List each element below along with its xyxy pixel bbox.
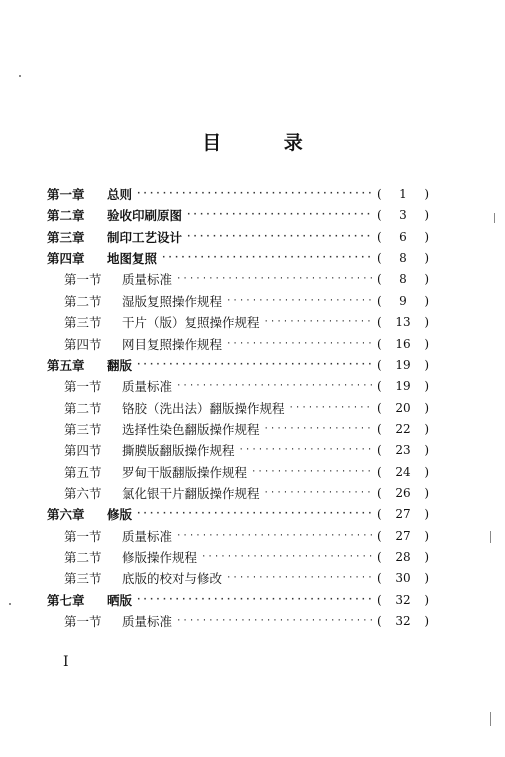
page-reference: [377, 443, 429, 457]
paren-open: (: [377, 550, 382, 564]
paren-close: ): [424, 614, 429, 628]
page-number: 22: [395, 421, 411, 436]
chapter-number: 第三章: [47, 229, 85, 245]
scan-speck: [494, 213, 495, 223]
scan-speck: [490, 712, 491, 726]
section-number: 第三节: [64, 315, 102, 331]
toc-entry: [47, 227, 429, 247]
dot-leader: [264, 488, 373, 498]
entry-title: 底版的校对与修改: [122, 571, 223, 587]
dot-leader: [136, 360, 373, 370]
paren-close: ): [424, 229, 429, 244]
entry-title: 修版: [107, 507, 133, 523]
dot-leader: [176, 616, 373, 626]
paren-close: ): [424, 592, 429, 607]
entry-title: 修版操作规程: [122, 550, 198, 565]
page-number: 24: [395, 464, 411, 479]
page-reference: [377, 251, 429, 265]
page-reference: [377, 614, 429, 628]
toc-entry: [64, 376, 429, 396]
entry-title: 氯化银干片翻版操作规程: [122, 485, 260, 501]
page-reference: [377, 401, 429, 415]
scan-speck: [9, 603, 11, 605]
dot-leader: [136, 189, 373, 199]
paren-open: (: [377, 229, 382, 244]
toc-entry: [64, 398, 429, 418]
section-number: 第五节: [64, 464, 102, 480]
paren-open: (: [377, 357, 382, 372]
section-number: 第一节: [64, 528, 102, 544]
page-reference: [377, 571, 429, 585]
page-number: 3: [399, 208, 407, 223]
toc-entry: [64, 547, 429, 567]
entry-title: 网目复照操作规程: [122, 336, 223, 352]
paren-open: (: [377, 315, 382, 330]
entry-title: 撕膜版翻版操作规程: [122, 443, 235, 459]
section-number: 第一节: [64, 379, 102, 395]
chapter-number: 第四章: [47, 251, 85, 267]
paren-open: (: [377, 336, 382, 351]
paren-close: ): [424, 550, 429, 564]
section-number: 第四节: [64, 336, 102, 352]
toc-entry: [64, 291, 429, 311]
entry-title: 质量标准: [122, 272, 173, 288]
toc-entry: [64, 568, 429, 588]
toc-entry: [64, 483, 429, 503]
paren-close: ): [424, 357, 429, 372]
entry-title: 铬胶（洗出法）翻版操作规程: [122, 400, 285, 416]
page-number: 8: [399, 272, 407, 287]
page-reference: [377, 230, 429, 244]
dot-leader: [136, 509, 373, 519]
entry-title: 质量标准: [122, 379, 173, 395]
paren-close: ): [424, 251, 429, 266]
paren-open: (: [377, 485, 382, 500]
paren-open: (: [377, 421, 382, 436]
chapter-number: 第五章: [47, 357, 85, 373]
paren-close: ): [424, 293, 429, 308]
paren-open: (: [377, 614, 382, 628]
entry-title: 总则: [107, 187, 133, 202]
page-reference: [377, 208, 429, 222]
page-number: 30: [395, 571, 411, 586]
dot-leader: [161, 253, 373, 263]
page-number: 27: [395, 528, 411, 543]
paren-close: ): [424, 464, 429, 479]
chapter-number: 第二章: [47, 208, 85, 224]
paren-close: ): [424, 187, 429, 201]
scan-speck: [19, 75, 21, 77]
paren-close: ): [424, 379, 429, 394]
paren-open: (: [377, 272, 382, 287]
page-reference: [377, 486, 429, 500]
page-reference: [377, 315, 429, 329]
dot-leader: [186, 232, 373, 242]
dot-leader: [226, 573, 373, 583]
section-number: 第一节: [64, 272, 102, 288]
dot-leader: [289, 403, 373, 413]
entry-title: 干片（版）复照操作规程: [122, 315, 260, 331]
entry-title: 罗甸干版翻版操作规程: [122, 464, 248, 480]
page-number: 8: [399, 251, 407, 266]
toc-entry: [64, 440, 429, 460]
dot-leader: [176, 531, 373, 541]
paren-close: ): [424, 507, 429, 522]
paren-close: ): [424, 315, 429, 330]
toc-entry: [47, 590, 429, 610]
page-number: 32: [395, 592, 411, 607]
toc-entry: [47, 248, 429, 268]
page-number: 20: [395, 400, 411, 415]
paren-close: ): [424, 571, 429, 586]
dot-leader: [239, 445, 373, 455]
section-number: 第二节: [64, 293, 102, 309]
toc-entry: [64, 462, 429, 482]
page-folio: I: [63, 654, 69, 670]
dot-leader: [251, 467, 373, 477]
page-number: 28: [395, 550, 411, 564]
paren-close: ): [424, 528, 429, 543]
paren-close: ): [424, 208, 429, 223]
entry-title: 地图复照: [107, 251, 158, 267]
dot-leader: [201, 552, 373, 562]
section-number: 第二节: [64, 400, 102, 416]
dot-leader: [186, 210, 373, 220]
page-reference: [377, 187, 429, 201]
paren-open: (: [377, 293, 382, 308]
paren-open: (: [377, 400, 382, 415]
chapter-number: 第一章: [47, 187, 85, 202]
paren-close: ): [424, 443, 429, 458]
scan-speck: [490, 531, 491, 543]
page-number: 6: [399, 229, 407, 244]
page-reference: [377, 272, 429, 286]
entry-title: 晒版: [107, 592, 133, 608]
toc-entry: [47, 504, 429, 524]
dot-leader: [226, 296, 373, 306]
chapter-number: 第六章: [47, 507, 85, 523]
toc-entry: [64, 419, 429, 439]
section-number: 第一节: [64, 614, 102, 629]
toc-entry: [64, 312, 429, 332]
entry-title: 选择性染色翻版操作规程: [122, 421, 260, 437]
dot-leader: [176, 274, 373, 284]
section-number: 第三节: [64, 571, 102, 587]
page-reference: [377, 507, 429, 521]
paren-open: (: [377, 528, 382, 543]
paren-open: (: [377, 507, 382, 522]
entry-title: 湿版复照操作规程: [122, 293, 223, 309]
dot-leader: [226, 339, 373, 349]
toc-entry: [47, 205, 429, 225]
page-reference: [377, 337, 429, 351]
page-number: 26: [395, 485, 411, 500]
section-number: 第六节: [64, 485, 102, 501]
paren-open: (: [377, 379, 382, 394]
page-number: 19: [395, 357, 411, 372]
chapter-number: 第七章: [47, 592, 85, 608]
page-number: 32: [395, 614, 411, 628]
toc-entry: [64, 611, 429, 631]
dot-leader: [176, 381, 373, 391]
page-number: 1: [399, 187, 407, 201]
page-number: 9: [399, 293, 407, 308]
toc-entry: [47, 355, 429, 375]
page-reference: [377, 465, 429, 479]
paren-open: (: [377, 251, 382, 266]
section-number: 第三节: [64, 421, 102, 437]
page-reference: [377, 422, 429, 436]
paren-open: (: [377, 208, 382, 223]
toc-entry: [47, 184, 429, 204]
entry-title: 制印工艺设计: [107, 229, 183, 245]
entry-title: 质量标准: [122, 528, 173, 544]
paren-open: (: [377, 443, 382, 458]
page-number: 27: [395, 507, 411, 522]
page-reference: [377, 358, 429, 372]
paren-open: (: [377, 592, 382, 607]
paren-close: ): [424, 421, 429, 436]
dot-leader: [264, 424, 373, 434]
page-number: 19: [395, 379, 411, 394]
paren-open: (: [377, 187, 382, 201]
entry-title: 质量标准: [122, 614, 173, 629]
entry-title: 翻版: [107, 357, 133, 373]
toc-entry: [64, 269, 429, 289]
dot-leader: [264, 317, 373, 327]
page-number: 23: [395, 443, 411, 458]
section-number: 第二节: [64, 550, 102, 565]
toc-entry: [64, 526, 429, 546]
paren-close: ): [424, 336, 429, 351]
paren-open: (: [377, 464, 382, 479]
toc-entry: [64, 334, 429, 354]
page-title: 目 录: [202, 132, 331, 154]
section-number: 第四节: [64, 443, 102, 459]
paren-close: ): [424, 400, 429, 415]
page-reference: [377, 550, 429, 564]
page-reference: [377, 379, 429, 393]
paren-close: ): [424, 272, 429, 287]
dot-leader: [136, 595, 373, 605]
paren-close: ): [424, 485, 429, 500]
paren-open: (: [377, 571, 382, 586]
page-number: 16: [395, 336, 411, 351]
page-reference: [377, 294, 429, 308]
page-reference: [377, 593, 429, 607]
entry-title: 验收印刷原图: [107, 208, 183, 224]
page-number: 13: [395, 315, 411, 330]
page-reference: [377, 529, 429, 543]
